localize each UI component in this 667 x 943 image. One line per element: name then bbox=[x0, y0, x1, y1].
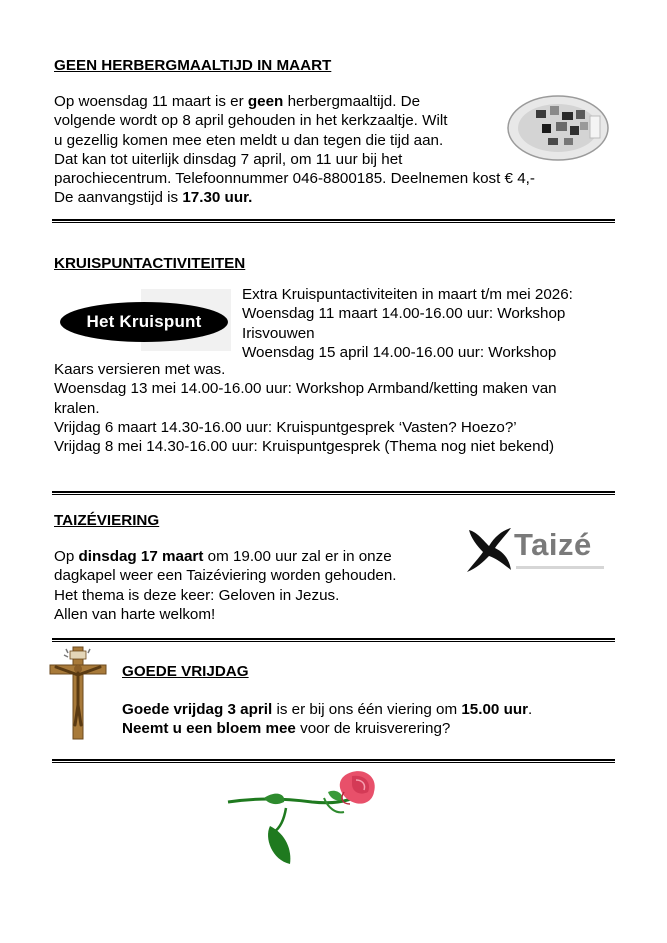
kruispunt-line: kralen. bbox=[54, 399, 100, 417]
herberg-line: Op woensdag 11 maart is er bbox=[54, 93, 248, 110]
herberg-geen: geen bbox=[247, 93, 284, 110]
taize-text bbox=[54, 547, 474, 624]
taize-line: om 19.00 uur zal er in onze bbox=[203, 548, 392, 565]
kruispunt-line: Vrijdag 6 maart 14.30-16.00 uur: Kruispuntgesprek ‘Vasten? Hoezo?’ bbox=[54, 418, 517, 436]
taize-line: Allen van harte welkom! bbox=[54, 605, 216, 623]
kruispunt-logo-text: Het Kruispunt bbox=[86, 312, 202, 332]
divider bbox=[52, 219, 615, 223]
herberg-line: De aanvangstijd is bbox=[54, 189, 183, 207]
kruispunt-line: Extra Kruispuntactiviteiten in maart t/m mei 2026: bbox=[242, 286, 573, 303]
kruispunt-line: Woensdag 15 april 14.00-16.00 uur: Workshop bbox=[242, 343, 557, 361]
taize-logo-text: Taizé bbox=[514, 527, 592, 562]
taize-logo-underline bbox=[516, 566, 604, 569]
kruispunt-line: Irisvouwen bbox=[242, 324, 315, 342]
herberg-line: volgende wordt op 8 april gehouden in het kerkzaaltje. Wilt bbox=[54, 112, 448, 130]
vrijdag-bloem: Neemt u een bloem mee bbox=[122, 720, 296, 738]
herberg-line: parochiecentrum. Telefoonnummer 046-8800185. Deelnemen kost € 4,- bbox=[54, 170, 535, 188]
vrijdag-line: . bbox=[528, 701, 533, 718]
kruispunt-line: Woensdag 11 maart 14.00-16.00 uur: Workshop bbox=[242, 305, 566, 323]
herberg-line: herbergmaaltijd. De bbox=[283, 93, 421, 110]
taize-line: dagkapel weer een Taizéviering worden gehouden. bbox=[54, 567, 397, 585]
herberg-heading: GEEN HERBERGMAALTIJD IN MAART bbox=[54, 57, 332, 74]
divider bbox=[52, 491, 615, 495]
kruispunt-logo bbox=[60, 302, 228, 342]
vrijdag-time: 15.00 uur bbox=[461, 701, 529, 718]
kruispunt-line: Kaars versieren met was. bbox=[54, 361, 226, 378]
herberg-time: 17.30 uur. bbox=[182, 189, 253, 207]
divider bbox=[52, 759, 615, 763]
kruispunt-line: Woensdag 13 mei 14.00-16.00 uur: Workshop Armband/ketting maken van bbox=[54, 380, 557, 398]
herberg-line: Dat kan tot uiterlijk dinsdag 7 april, om 11 uur bij het bbox=[54, 150, 403, 168]
taize-date: dinsdag 17 maart bbox=[78, 548, 204, 565]
vrijdag-line: voor de kruisverering? bbox=[295, 720, 451, 738]
rose-image bbox=[224, 768, 380, 868]
vrijdag-heading: GOEDE VRIJDAG bbox=[122, 663, 249, 680]
kruispunt-line: Vrijdag 8 mei 14.30-16.00 uur: Kruispuntgesprek (Thema nog niet bekend) bbox=[54, 438, 555, 456]
taize-line: Op bbox=[54, 548, 79, 565]
taize-dove-icon bbox=[465, 526, 515, 574]
vrijdag-date: Goede vrijdag 3 april bbox=[122, 701, 273, 718]
food-plate-image bbox=[506, 92, 610, 162]
vrijdag-line: is er bij ons één viering om bbox=[272, 701, 462, 718]
kruispunt-right-text bbox=[242, 285, 622, 362]
taize-heading: TAIZÉVIERING bbox=[54, 512, 160, 529]
herberg-text bbox=[54, 92, 535, 208]
herberg-line: u gezellig komen mee eten meldt u dan tegen die tijd aan. bbox=[54, 131, 444, 149]
kruispunt-heading: KRUISPUNTACTIVITEITEN bbox=[54, 255, 246, 272]
kruispunt-text bbox=[54, 360, 619, 456]
taize-line: Het thema is deze keer: Geloven in Jezus. bbox=[54, 586, 340, 604]
divider bbox=[52, 638, 615, 642]
vrijdag-text bbox=[122, 700, 612, 739]
crucifix-icon bbox=[46, 645, 110, 741]
